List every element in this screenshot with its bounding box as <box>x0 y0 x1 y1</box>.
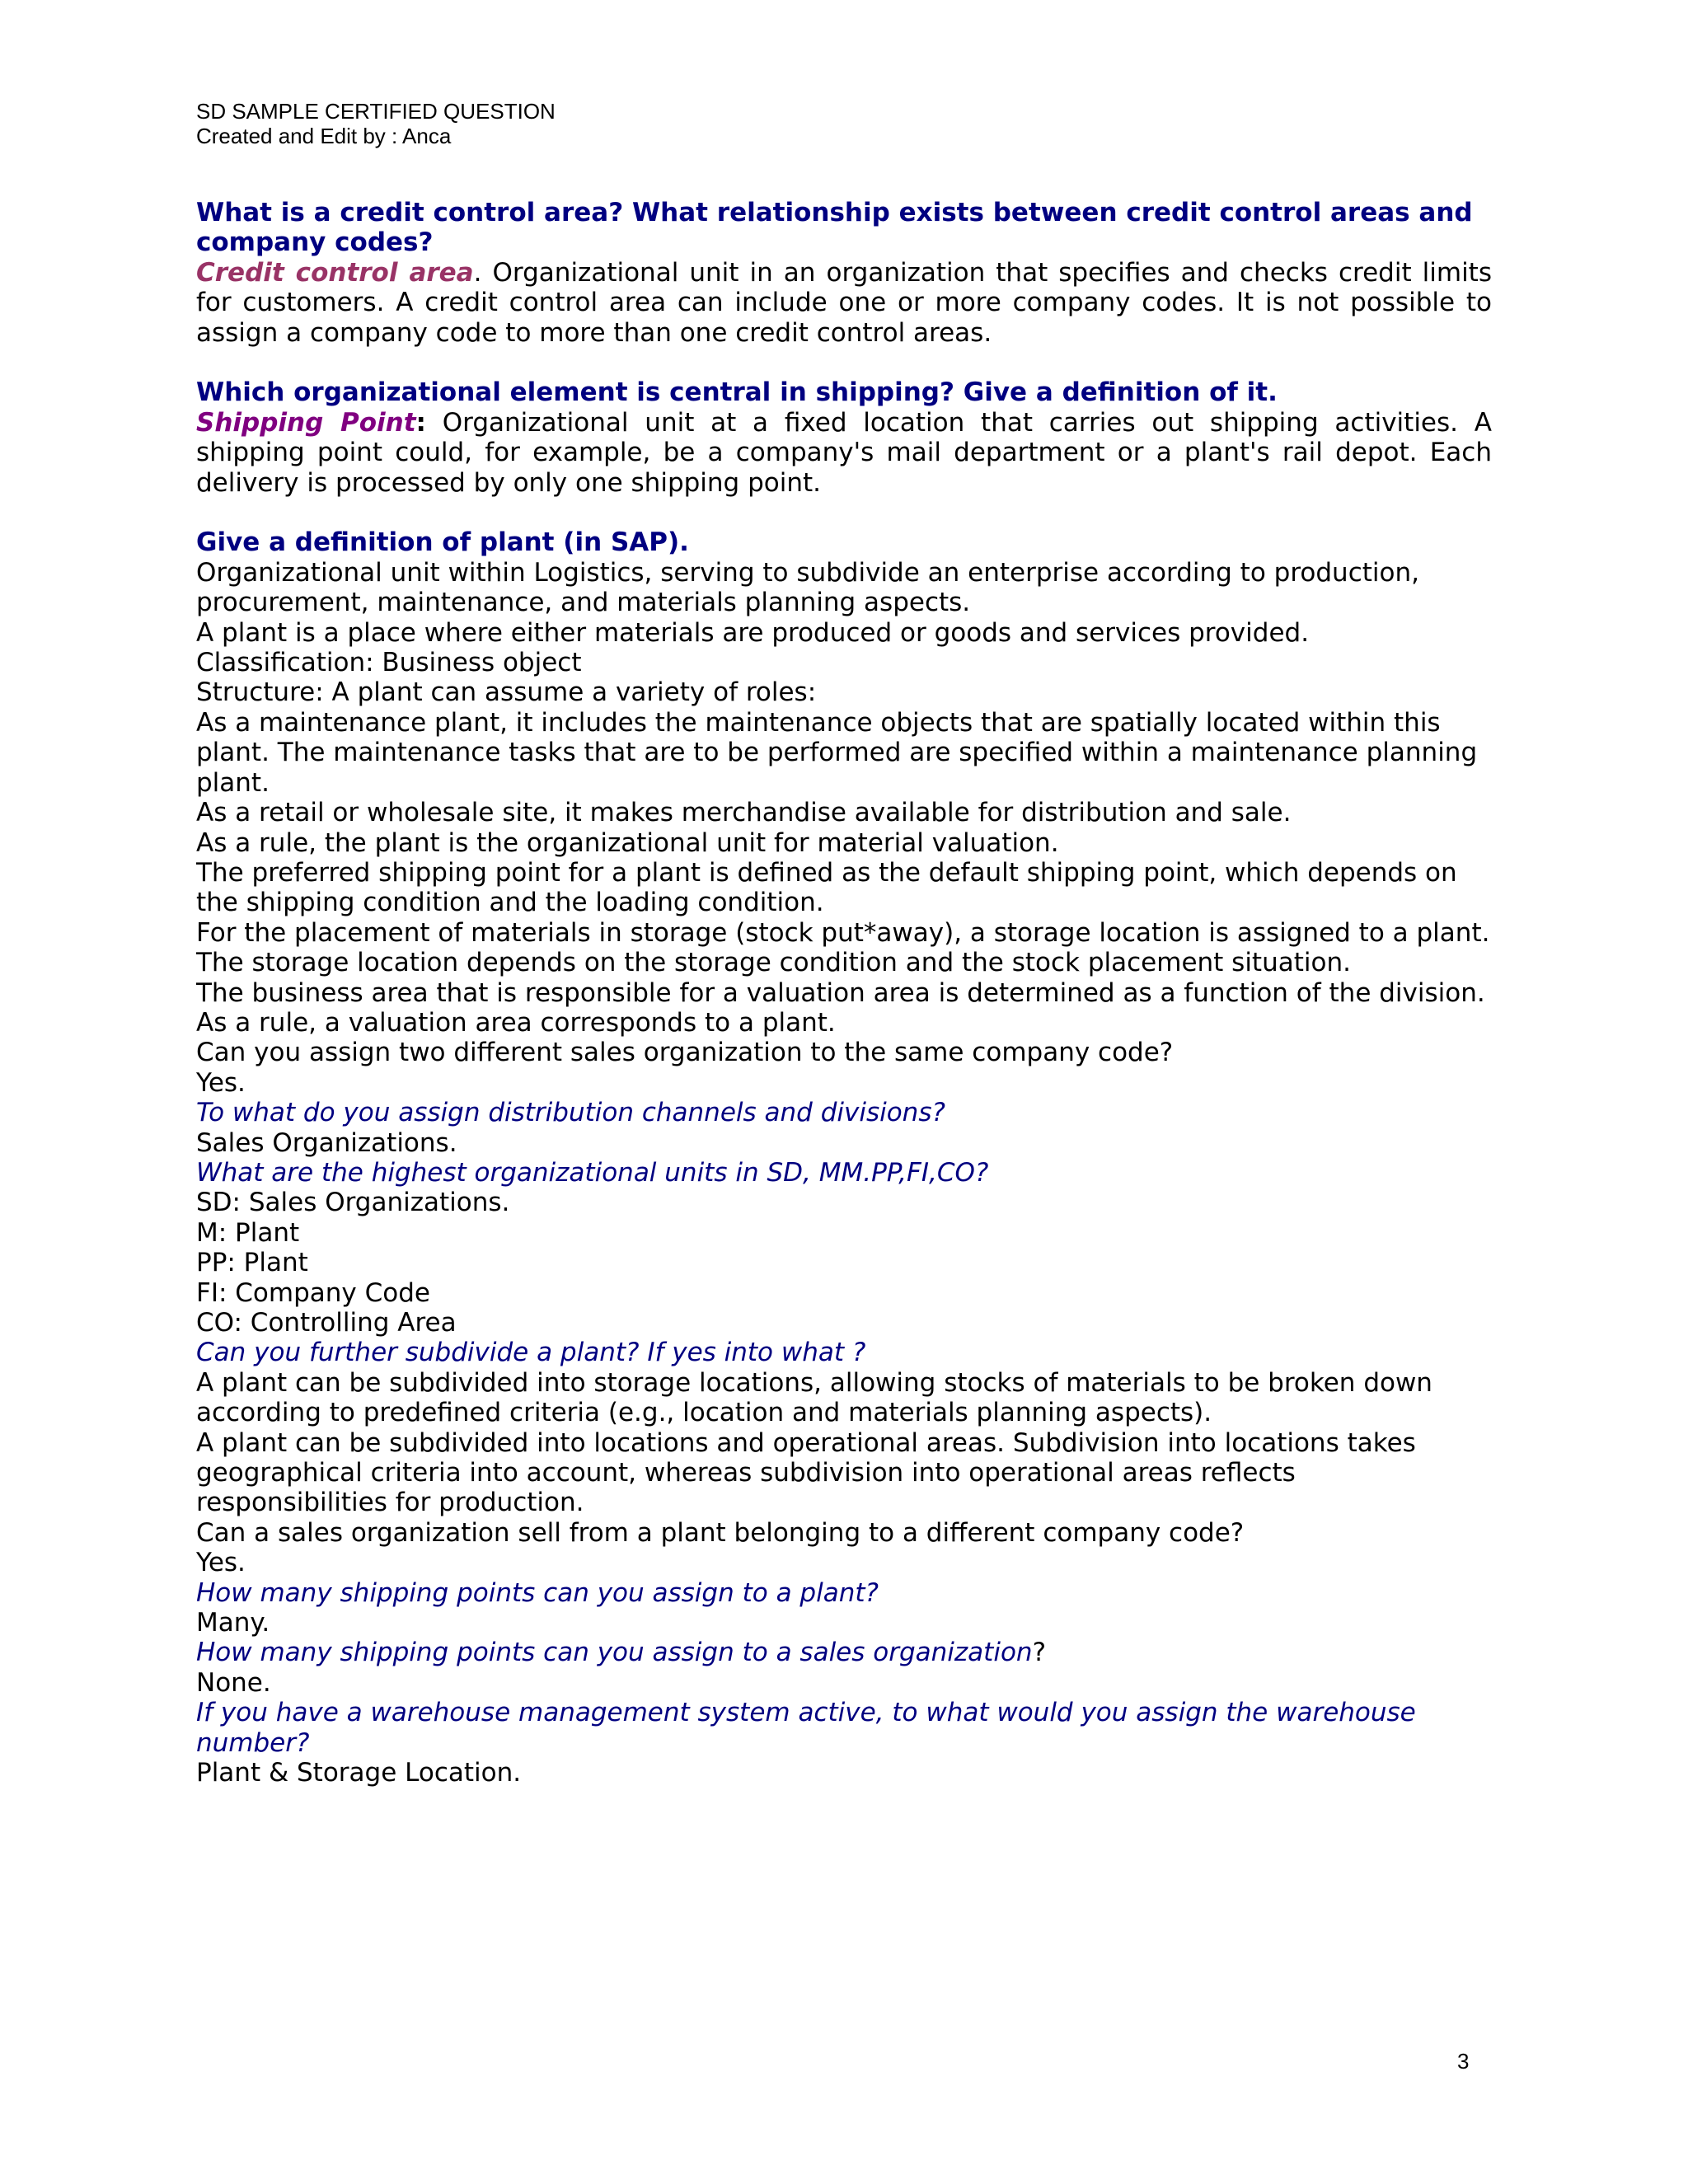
question-credit-control-area: What is a credit control area? What relationship exists between credit control areas and company codes? <box>196 198 1473 258</box>
text-line: The preferred shipping point for a plant is defined as the default shipping point, which depends on the shipping condition and the loading condition. <box>196 857 1457 918</box>
text-line: As a rule, the plant is the organizational unit for material valuation. <box>196 827 1059 858</box>
answer-line: M: Plant <box>196 1217 300 1248</box>
question-shipping-points-plant: How many shipping points can you assign to a plant? <box>196 1577 879 1608</box>
text-line: Classification: Business object <box>196 648 582 678</box>
document-body <box>196 198 1492 1788</box>
text-line: Can you assign two different sales organization to the same company code? <box>196 1038 1174 1068</box>
answer-text: Organizational unit in an organization that specifies and checks credit limits for customers. A credit control area can include one or more company codes. It is not possible to assign a company code to more than one credit control areas. <box>196 257 1492 348</box>
term-punct: . <box>473 257 482 288</box>
answer-text: Organizational unit at a fixed location that carries out shipping activities. A shipping point could, for example, be a company's mail department or a plant's rail depot. Each delivery is processed by only one shipping point. <box>196 407 1492 498</box>
question-text: How many shipping points can you assign to a sales organization <box>196 1638 1033 1668</box>
answer-line: CO: Controlling Area <box>196 1308 457 1338</box>
text-line: As a maintenance plant, it includes the maintenance objects that are spatially located within this plant. The maintenance tasks that are to be performed are specified within a maintenance planning plant. <box>196 707 1478 798</box>
question-plant-definition: Give a definition of plant (in SAP). <box>196 527 689 558</box>
answer-line: A plant can be subdivided into locations and operational areas. Subdivision into locations takes geographical criteria into account, whereas subdivision into operational areas reflects responsibilities for production. <box>196 1427 1416 1518</box>
page-header <box>196 99 556 148</box>
answer-line: Can a sales organization sell from a plant belonging to a different company code? <box>196 1517 1245 1548</box>
text-line: Organizational unit within Logistics, serving to subdivide an enterprise according to production, procurement, maintenance, and materials planning aspects. <box>196 557 1419 618</box>
header-title: SD SAMPLE CERTIFIED QUESTION <box>196 99 556 124</box>
answer-line: A plant can be subdivided into storage locations, allowing stocks of materials to be broken down according to predefined criteria (e.g., location and materials planning aspects). <box>196 1367 1432 1428</box>
text-line: Yes. <box>196 1067 246 1098</box>
header-author: Created and Edit by : Anca <box>196 124 452 148</box>
term-shipping-point: Shipping Point <box>196 407 416 438</box>
text-line: For the placement of materials in storage (stock put*away), a storage location is assigned to a plant. The storage location depends on the storage condition and the stock placement situation. <box>196 917 1490 978</box>
question-distribution-channels: To what do you assign distribution channels and divisions? <box>196 1098 945 1128</box>
answer-line: Yes. <box>196 1548 246 1578</box>
text-line: A plant is a place where either materials are produced or goods and services provided. <box>196 617 1310 648</box>
paragraph-gap <box>196 348 1492 377</box>
answer-line: SD: Sales Organizations. <box>196 1188 510 1218</box>
question-shipping-points-sales-org <box>196 1638 1492 1667</box>
answer-shipping-point <box>196 408 1492 498</box>
text-line: Structure: A plant can assume a variety of roles: <box>196 677 817 708</box>
text-line: The business area that is responsible for a valuation area is determined as a function of the division. As a rule, a valuation area corresponds to a plant. <box>196 977 1485 1038</box>
term-punct: : <box>415 407 426 438</box>
question-highest-units: What are the highest organizational units in SD, MM.PP,FI,CO? <box>196 1157 989 1188</box>
paragraph-gap <box>196 498 1492 527</box>
text-line: As a retail or wholesale site, it makes merchandise available for distribution and sale. <box>196 798 1292 828</box>
question-shipping-element: Which organizational element is central in shipping? Give a definition of it. <box>196 377 1278 408</box>
answer-line: Plant & Storage Location. <box>196 1758 522 1788</box>
answer-credit-control-area <box>196 258 1492 348</box>
question-mark: ? <box>1032 1638 1047 1668</box>
answer-line: PP: Plant <box>196 1248 308 1278</box>
term-credit-control-area: Credit control area <box>196 257 474 288</box>
page-number: 3 <box>1457 2049 1470 2074</box>
answer-line: FI: Company Code <box>196 1277 430 1308</box>
question-warehouse-number: If you have a warehouse management system active, to what would you assign the warehouse number? <box>196 1698 1416 1758</box>
answer-line: None. <box>196 1667 271 1698</box>
answer-line: Many. <box>196 1608 270 1638</box>
answer-line: Sales Organizations. <box>196 1127 457 1158</box>
question-subdivide-plant: Can you further subdivide a plant? If yes into what ? <box>196 1338 866 1368</box>
